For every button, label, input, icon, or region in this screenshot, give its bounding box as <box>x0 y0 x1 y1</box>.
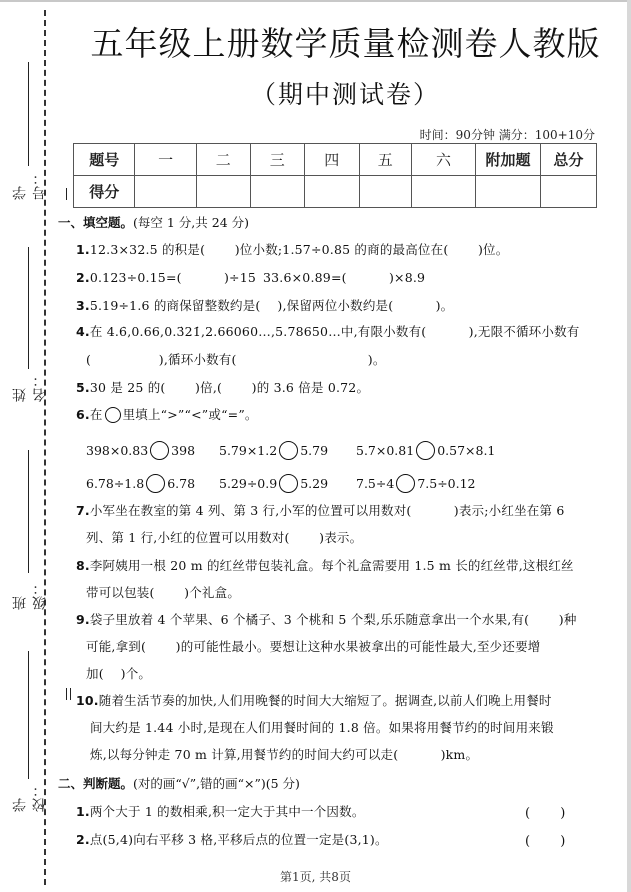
score-cell-2[interactable] <box>196 176 250 208</box>
question-text: 30 是 25 的( )倍,( )的 3.6 倍是 0.72。 <box>89 380 370 395</box>
comparison-right: 5.79 <box>300 443 329 458</box>
judge-question-1 <box>76 802 365 820</box>
question-text: 加( )个。 <box>86 666 152 681</box>
page-top-border <box>0 0 631 2</box>
header-cell-total: 总分 <box>540 144 596 176</box>
question-text: 袋子里放着 4 个苹果、6 个橘子、3 个桃和 5 个梨,乐乐随意拿出一个水果,有( )种 <box>89 612 577 627</box>
question-text: 带可以包装( )个礼盒。 <box>86 585 241 600</box>
header-cell-bonus: 附加题 <box>476 144 541 176</box>
question-text: 随着生活节奏的加快,人们用晚餐的时间大大缩短了。据调查,以前人们晚上用餐时 <box>98 693 552 708</box>
question-1-8-cont <box>86 583 240 601</box>
question-1-4-cont <box>86 350 386 368</box>
question-number: 4. <box>76 324 90 339</box>
question-text: 炼,以每分钟走 70 m 计算,用餐节约的时间大约可以走( )km。 <box>90 747 479 762</box>
header-cell-4: 四 <box>304 144 359 176</box>
question-1-3 <box>76 296 453 314</box>
exam-meta: 时间：90分钟 满分：100+10分 <box>419 128 595 142</box>
header-cell-5: 五 <box>359 144 411 176</box>
score-cell-bonus[interactable] <box>476 176 541 208</box>
question-1-2 <box>76 268 256 286</box>
question-text: 两个大于 1 的数相乘,积一定大于其中一个因数。 <box>89 804 365 819</box>
section-1-title: 一、填空题。 <box>58 215 134 230</box>
margin-mark-2b <box>70 688 71 700</box>
comparison-right: 398 <box>171 443 196 458</box>
student-id-underline <box>28 62 29 166</box>
question-number: 10. <box>76 693 99 708</box>
question-number: 9. <box>76 612 90 627</box>
question-1-10-cont <box>90 718 554 736</box>
question-text: 点(5,4)向右平移 3 格,平移后点的位置一定是(3,1)。 <box>89 832 388 847</box>
score-cell-4[interactable] <box>304 176 359 208</box>
question-text: 小军坐在教室的第 4 列、第 3 行,小军的位置可以用数对( )表示;小红坐在第 6 <box>89 503 565 518</box>
comparison-left: 5.79×1.2 <box>219 443 278 458</box>
question-number: 1. <box>76 242 90 257</box>
question-1-9-cont2 <box>86 664 151 682</box>
question-1-10 <box>76 691 552 709</box>
header-cell-3: 三 <box>250 144 304 176</box>
comparison-5 <box>219 475 328 494</box>
document-title: 五年级上册数学质量检测卷人教版 <box>90 24 601 63</box>
student-id-label: 学号： <box>12 170 48 200</box>
question-number: 5. <box>76 380 90 395</box>
judge-answer-1[interactable]: ( ) <box>525 806 566 821</box>
question-number: 1. <box>76 804 90 819</box>
binding-cut-line <box>44 10 46 885</box>
margin-mark-1 <box>66 188 67 200</box>
question-text-a: 0.123÷0.15=( )÷15 <box>89 270 257 285</box>
student-name-underline <box>28 247 29 369</box>
answer-circle[interactable] <box>279 441 298 460</box>
question-number: 2. <box>76 270 90 285</box>
question-1-1 <box>76 240 508 258</box>
answer-circle[interactable] <box>146 474 165 493</box>
question-number: 8. <box>76 558 90 573</box>
answer-circle[interactable] <box>416 441 435 460</box>
comparison-3 <box>356 442 495 461</box>
question-text-post: 里填上“>”“<”或“=”。 <box>122 407 258 422</box>
score-cell-3[interactable] <box>250 176 304 208</box>
comparison-1 <box>86 442 195 461</box>
question-1-8 <box>76 556 574 574</box>
question-1-10-cont2 <box>90 745 478 763</box>
question-text: 间大约是 1.44 小时,是现在人们用餐时间的 1.8 倍。如果将用餐节约的时间用来锻 <box>90 720 554 735</box>
score-cell-1[interactable] <box>135 176 196 208</box>
circle-icon <box>105 407 121 423</box>
comparison-right: 0.57×8.1 <box>437 443 496 458</box>
comparison-left: 398×0.83 <box>86 443 149 458</box>
comparison-2 <box>219 442 328 461</box>
comparison-left: 5.7×0.81 <box>356 443 415 458</box>
question-text: 李阿姨用一根 20 m 的红丝带包装礼盒。每个礼盒需要用 1.5 m 长的红丝带,这根红丝 <box>89 558 574 573</box>
question-number: 3. <box>76 298 90 313</box>
comparison-left: 5.29÷0.9 <box>219 476 278 491</box>
score-table-header-row <box>74 144 597 176</box>
section-1-heading <box>58 213 249 231</box>
score-cell-5[interactable] <box>359 176 411 208</box>
question-text-pre: 在 <box>89 407 103 422</box>
question-text: 5.19÷1.6 的商保留整数约是( ),保留两位小数约是( )。 <box>89 298 454 313</box>
page-right-border <box>627 0 631 892</box>
question-1-7 <box>76 501 565 519</box>
score-cell-total[interactable] <box>540 176 596 208</box>
question-number: 2. <box>76 832 90 847</box>
question-text: ( ),循环小数有( )。 <box>86 352 386 367</box>
comparison-left: 7.5÷4 <box>356 476 395 491</box>
section-1-note: (每空 1 分,共 24 分) <box>133 215 249 230</box>
score-table <box>73 143 597 208</box>
question-number: 7. <box>76 503 90 518</box>
question-1-2b <box>263 268 425 286</box>
student-name-label: 姓名： <box>12 372 48 402</box>
question-1-6 <box>76 405 258 424</box>
judge-answer-2[interactable]: ( ) <box>525 834 566 849</box>
margin-mark-2a <box>66 688 67 700</box>
header-cell-1: 一 <box>135 144 196 176</box>
comparison-right: 7.5÷0.12 <box>417 476 476 491</box>
question-text: 12.3×32.5 的积是( )位小数;1.57÷0.85 的商的最高位在( )位。 <box>89 242 509 257</box>
section-2-title: 二、判断题。 <box>58 776 134 791</box>
score-cell-6[interactable] <box>411 176 476 208</box>
score-row-label: 得分 <box>74 176 135 208</box>
header-cell-label: 题号 <box>74 144 135 176</box>
score-table-score-row <box>74 176 597 208</box>
question-text: 列、第 1 行,小红的位置可以用数对( )表示。 <box>86 530 363 545</box>
question-1-4 <box>76 322 579 340</box>
question-text: 在 4.6̇,0.66,0.3̇21̇,2.66060…,5.78650…中,有限小数有( ),无限不循环小数有 <box>89 324 580 339</box>
school-label: 学校： <box>12 782 48 812</box>
judge-question-2 <box>76 830 388 848</box>
class-label: 班级： <box>12 580 48 610</box>
page-footer: 第1页, 共8页 <box>280 870 351 884</box>
comparison-right: 5.29 <box>300 476 329 491</box>
question-1-7-cont <box>86 528 362 546</box>
question-number: 6. <box>76 407 90 422</box>
header-cell-2: 二 <box>196 144 250 176</box>
question-1-5 <box>76 378 369 396</box>
header-cell-6: 六 <box>411 144 476 176</box>
comparison-left: 6.78÷1.8 <box>86 476 145 491</box>
comparison-4 <box>86 475 195 494</box>
comparison-6 <box>356 475 476 494</box>
question-text-b: 33.6×0.89=( )×8.9 <box>263 270 426 285</box>
class-underline <box>28 450 29 573</box>
section-2-heading <box>58 774 300 792</box>
comparison-right: 6.78 <box>167 476 196 491</box>
section-2-note: (对的画“√”,错的画“×”)(5 分) <box>133 776 300 791</box>
school-underline <box>28 651 29 779</box>
answer-circle[interactable] <box>150 441 169 460</box>
question-1-9 <box>76 610 577 628</box>
answer-circle[interactable] <box>279 474 298 493</box>
question-1-9-cont <box>86 637 540 655</box>
answer-circle[interactable] <box>396 474 415 493</box>
question-text: 可能,拿到( )的可能性最小。要想让这种水果被拿出的可能性最大,至少还要增 <box>86 639 541 654</box>
document-subtitle: （期中测试卷） <box>250 80 440 109</box>
